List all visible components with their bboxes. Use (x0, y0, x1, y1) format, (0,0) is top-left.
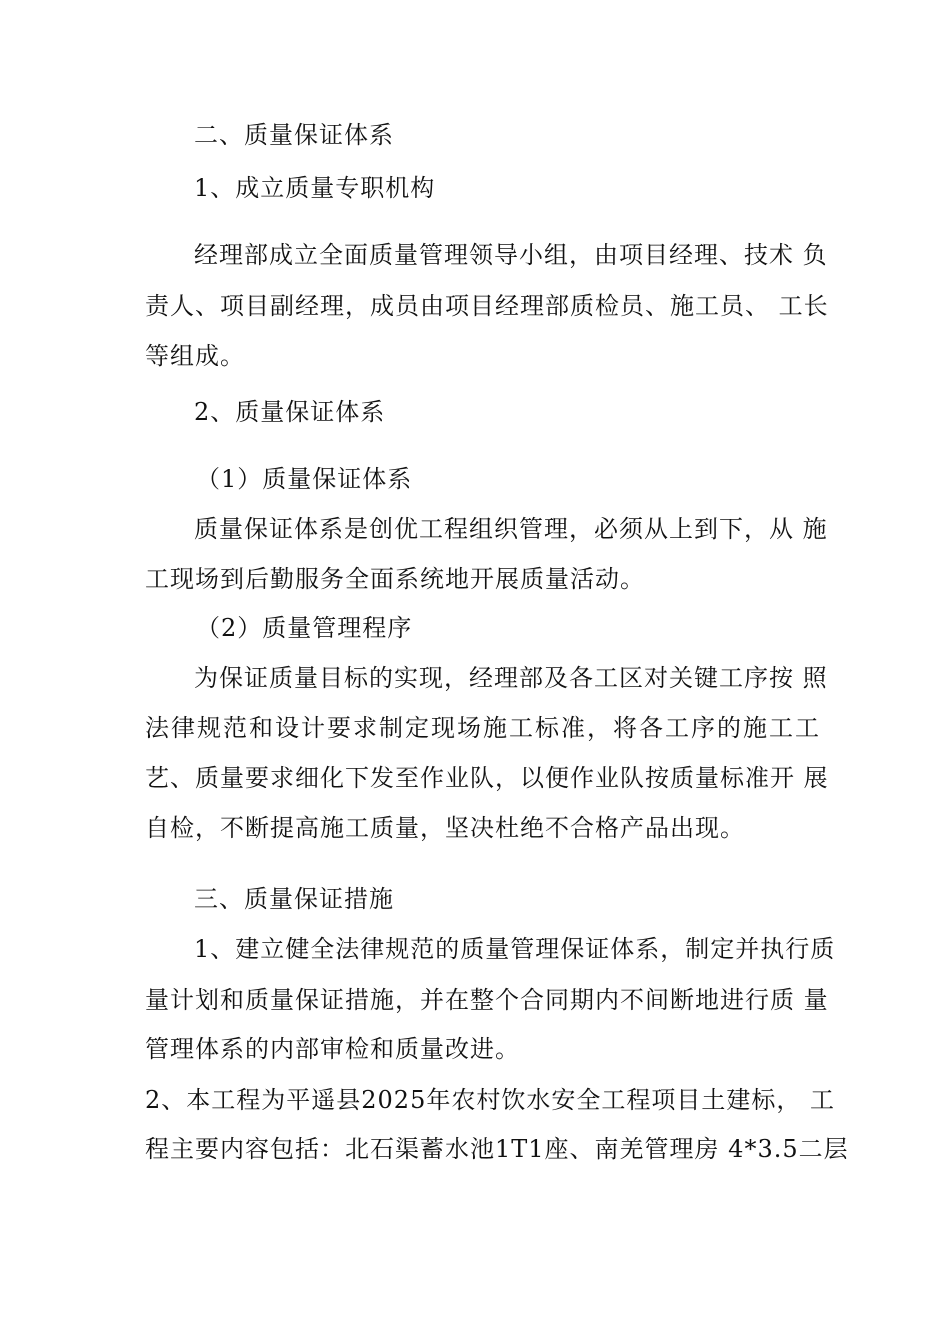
paragraph-line: 经理部成立全面质量管理领导小组，由项目经理、技术 负 (194, 241, 828, 269)
subsection-heading: 1、成立质量专职机构 (194, 174, 436, 202)
paragraph-line: 艺、质量要求细化下发至作业队，以便作业队按质量标准开 展 (145, 764, 829, 792)
paragraph-line: 法律规范和设计要求制定现场施工标准，将各工序的施工工 (145, 714, 820, 742)
paragraph-line: 程主要内容包括：北石渠蓄水池1T1座、南羌管理房 4*3.5二层 (145, 1135, 849, 1163)
paragraph-line: 量计划和质量保证措施，并在整个合同期内不间断地进行质 量 (145, 986, 829, 1014)
paragraph-line: 为保证质量目标的实现，经理部及各工区对关键工序按 照 (194, 664, 828, 692)
paragraph-line: 2、本工程为平遥县2025年农村饮水安全工程项目土建标， 工 (145, 1086, 835, 1114)
subsection-heading: （2）质量管理程序 (196, 614, 413, 642)
paragraph-line: 管理体系的内部审检和质量改进。 (145, 1035, 520, 1063)
paragraph-line: 等组成。 (145, 342, 245, 370)
paragraph-line: 质量保证体系是创优工程组织管理，必须从上到下，从 施 (194, 515, 828, 543)
paragraph-line: 1、建立健全法律规范的质量管理保证体系，制定并执行质 (194, 935, 836, 963)
paragraph-line: 自检，不断提高施工质量，坚决杜绝不合格产品出现。 (145, 814, 745, 842)
section-heading: 三、质量保证措施 (194, 885, 394, 913)
paragraph-line: 责人、项目副经理，成员由项目经理部质检员、施工员、 工长 (145, 292, 829, 320)
subsection-heading: （1）质量保证体系 (196, 465, 413, 493)
subsection-heading: 2、质量保证体系 (194, 398, 386, 426)
paragraph-line: 工现场到后勤服务全面系统地开展质量活动。 (145, 565, 645, 593)
section-heading: 二、质量保证体系 (194, 121, 394, 149)
